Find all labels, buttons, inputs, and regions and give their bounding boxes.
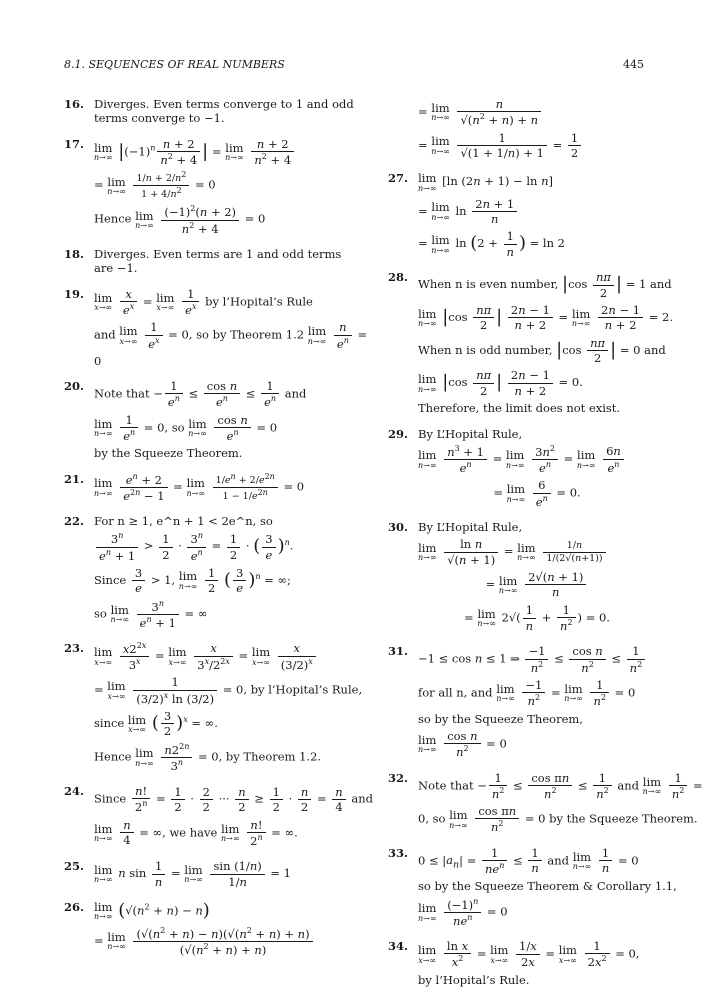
- math-line: so lim n→∞ $\frac{3^n}{e^n + 1}$ = ∞: [94, 598, 208, 630]
- problem-21: [64, 472, 354, 503]
- math-line: Note that − $\frac{1}{n^2}$ ≤ $\frac{\text{cos πn}}{n^2}$ ≤ $\frac{1}{n^2}$ and lim n→∞ $\frac{1}{n^2}$ =: [418, 770, 703, 801]
- problem-number: 25.: [64, 859, 85, 874]
- math-line: $\frac{3^n}{e^n + 1}$ > $\frac{1}{2}$ · $\frac{3^n}{e^n}$ = $\frac{1}{2}$ · ( $\frac{3}{e}$ )$^n$.: [94, 531, 354, 562]
- problem-number: 29.: [388, 426, 409, 441]
- problem-25: [64, 859, 354, 889]
- math-line: lim n→∞ [ln (2n + 1) − ln n]: [418, 171, 553, 193]
- math-line: lim n→∞ $|(-1)^n$ $\frac{n + 2}{n^2 + 4}$ | = lim n→∞ $\frac{n + 2}{n^2 + 4}$: [94, 137, 354, 168]
- problem-33: [388, 845, 677, 928]
- math-line: = lim n→∞ $\frac{(√(n^2 + n) - n)(√(n^2 + n) + n)}{(√(n^2 + n) + n)}$: [94, 926, 354, 957]
- problem-26: [64, 900, 354, 957]
- math-line: lim x→∞ $\frac{x}{e^x}$ = lim x→∞ $\frac{1}{e^x}$ by l’Hopital’s Rule: [94, 286, 313, 317]
- math-line: = lim n→∞ $\frac{1}{√(1 + 1/n) + 1}$ = $\frac{1}{2}$: [418, 131, 656, 161]
- math-line: and lim x→∞ $\frac{1}{e^x}$ = 0, so by Theorem 1.2 lim n→∞ $\frac{n}{e^n}$ =: [94, 320, 368, 351]
- problem-number: 34.: [388, 939, 409, 954]
- problem-19: [64, 286, 368, 369]
- problem-number: 30.: [388, 519, 409, 534]
- math-line: When n is even number, |cos $\frac{n\pi}{2}$ | = 1 and: [418, 270, 672, 300]
- problem-number: 22.: [64, 514, 85, 529]
- math-line: = lim n→∞ ln (2 + $\frac{1}{n}$ ) = ln 2: [418, 229, 565, 259]
- math-line: 0: [94, 353, 102, 368]
- problem-number: 20.: [64, 379, 85, 394]
- problem-29: [388, 427, 656, 509]
- math-line: lim n→∞ |cos $\frac{n\pi}{2}$ | $\frac{2n - 1}{n + 2}$ = 0.: [418, 368, 583, 398]
- math-line: lim n→∞ $\frac{e^n + 2}{e^{2n} - 1}$ = lim n→∞ $\frac{1/e^n + 2/e^{2n}}{1 - 1/e^{2n}}$ = 0: [94, 471, 305, 503]
- problem-number: 28.: [388, 270, 409, 285]
- math-line: by the Squeeze Theorem.: [94, 446, 243, 461]
- problem-number: 31.: [388, 644, 409, 659]
- math-line: When n is odd number, |cos $\frac{n\pi}{2}$ | = 0 and: [418, 335, 666, 366]
- problem-number: 21.: [64, 471, 85, 486]
- math-line: 0, so lim n→∞ $\frac{\text{cos πn}}{n^2}$ = 0 by the Squeeze Theorem.: [418, 804, 698, 835]
- problem-text: so by the Squeeze Theorem,: [418, 711, 583, 726]
- problem-number: 26.: [64, 900, 85, 914]
- problem-17: [64, 137, 354, 236]
- math-line: lim n→∞ $\frac{\text{ln n}}{√(n + 1)}$ = lim n→∞ $\frac{1/n}{1/(2√(n+1))}$: [418, 537, 656, 567]
- problem-22: [64, 514, 354, 630]
- problem-text: By L’Hopital Rule,: [418, 519, 523, 534]
- page-number: 445: [623, 58, 644, 71]
- section-title: 8.1. SEQUENCES OF REAL NUMBERS: [64, 58, 285, 71]
- problem-number: 19.: [64, 286, 85, 301]
- problem-16: [64, 97, 354, 126]
- problem-text: Therefore, the limit does not exist.: [418, 401, 621, 416]
- right-column: [388, 94, 703, 998]
- problem-number: 18.: [64, 246, 85, 261]
- page-header: [64, 58, 644, 72]
- problem-23: [64, 640, 363, 773]
- problem-number: 27.: [388, 171, 409, 186]
- math-line: = lim n→∞ $\frac{6}{e^n}$ = 0.: [493, 478, 581, 509]
- left-column: [64, 94, 373, 968]
- problem-text: For n ≥ 1, e^n + 1 < 2e^n, so: [94, 514, 273, 529]
- math-line: Since $\frac{n!}{2^n}$ = $\frac{1}{2}$ · $\frac{2}{2}$ ··· $\frac{n}{2}$ ≥ $\frac{1}{2}$ · $\frac{n}{2}$ = $\frac{n}{4}$ and: [94, 784, 373, 815]
- math-line: Hence lim n→∞ $\frac{(-1)^2(n + 2)}{n^2 + 4}$ = 0: [94, 204, 266, 236]
- math-line: lim n→∞ n sin $\frac{1}{n}$ = lim n→∞ $\frac{\sin (1/n)}{1/n}$ = 1: [94, 859, 291, 889]
- problem-30: [388, 520, 656, 633]
- problem-26-continued: [388, 97, 656, 160]
- problem-text: Diverges. Even terms converge to 1 and odd terms converge to −1.: [94, 97, 354, 126]
- problem-32: [388, 770, 703, 835]
- math-line: for all n, and lim n→∞ $\frac{-1}{n^2}$ = lim n→∞ $\frac{1}{n^2}$ = 0: [418, 677, 636, 709]
- math-line: lim n→∞ $\frac{n^3 + 1}{e^n}$ = lim n→∞ $\frac{3n^2}{e^n}$ = lim n→∞ $\frac{6n}{e^n}$: [418, 444, 656, 475]
- problem-text: so by the Squeeze Theorem & Corollary 1.1,: [418, 879, 677, 894]
- math-line: = lim n→∞ 2√( $\frac{1}{n}$ + $\frac{1}{n^2}$ ) = 0.: [464, 602, 610, 634]
- math-line: lim n→∞ $\frac{n}{4}$ = ∞, we have lim n→∞ $\frac{n!}{2^n}$ = ∞.: [94, 817, 298, 848]
- math-line: lim n→∞ $\frac{\text{cos n}}{n^2}$ = 0: [418, 728, 507, 760]
- problem-18: [64, 247, 354, 276]
- math-line: lim n→∞ $\frac{1}{e^n}$ = 0, so lim n→∞ $\frac{\text{cos n}}{e^n}$ = 0: [94, 412, 278, 443]
- problem-number: 23.: [64, 640, 85, 655]
- problem-text: By L’Hopital Rule,: [418, 426, 523, 441]
- math-line: = lim n→∞ $\frac{1/n + 2/n^2}{1 + 4/n^2}$ = 0: [94, 170, 216, 201]
- math-line: Since $\frac{3}{e}$ > 1, lim n→∞ $\frac{1}{2}$ ( $\frac{3}{e}$ )$^n$ = ∞;: [94, 565, 291, 596]
- math-line: = lim n→∞ $\frac{2√(n + 1)}{n}$: [418, 570, 656, 600]
- math-line: = lim n→∞ ln $\frac{2n + 1}{n}$: [418, 197, 656, 227]
- problem-34: [388, 939, 656, 987]
- math-line: Note that − $\frac{1}{e^n}$ ≤ $\frac{\text{cos n}}{e^n}$ ≤ $\frac{1}{e^n}$ and: [94, 379, 307, 410]
- math-line: lim n→∞ $\frac{(-1)^n}{ne^n}$ = 0: [418, 896, 508, 928]
- math-line: lim n→∞ |cos $\frac{n\pi}{2}$ | $\frac{2n - 1}{n + 2}$ = lim n→∞ $\frac{2n - 1}{n + 2}$ = 2.: [418, 302, 673, 333]
- math-line: lim n→∞ $(√(n^2 + n) - n)$: [94, 900, 210, 922]
- problem-number: 16.: [64, 97, 85, 111]
- problem-number: 24.: [64, 784, 85, 799]
- math-line: since lim x→∞ ( $\frac{3}{2}$ )$^x$ = ∞.: [94, 708, 218, 739]
- problem-24: [64, 784, 373, 848]
- math-line: −1 ≤ cos n ≤ 1 ⇒ $\frac{-1}{n^2}$ ≤ $\frac{\text{cos n}}{n^2}$ ≤ $\frac{1}{n^2}$: [418, 644, 656, 675]
- math-line: $0 \le |a_n|$ = $\frac{1}{ne^n}$ ≤ $\frac{1}{n}$ and lim n→∞ $\frac{1}{n}$ = 0: [418, 845, 639, 876]
- problem-28: [388, 270, 673, 416]
- problem-20: [64, 379, 354, 461]
- problem-27: [388, 171, 656, 259]
- problem-number: 32.: [388, 770, 409, 785]
- math-line: = lim n→∞ $\frac{n}{√(n^2 + n) + n}$: [418, 97, 656, 128]
- math-line: lim x→∞ $\frac{x2^{2x}}{3^x}$ = lim x→∞ $\frac{x}{3^x/2^{2x}}$ = lim x→∞ $\frac{x}{(3/2)^x}$: [94, 641, 354, 672]
- problem-text: by l’Hopital’s Rule.: [418, 972, 530, 987]
- problem-number: 17.: [64, 136, 85, 151]
- math-line: lim x→∞ $\frac{\text{ln x}}{x^2}$ = lim x→∞ $\frac{1/x}{2x}$ = lim x→∞ $\frac{1}{2x^2}$ = 0,: [418, 939, 640, 970]
- math-line: = lim x→∞ $\frac{1}{(3/2)^x \ln (3/2)}$ = 0, by l’Hopital’s Rule,: [94, 675, 363, 706]
- math-line: Hence lim n→∞ $\frac{n2^{2n}}{3^n}$ = 0, by Theorem 1.2.: [94, 741, 322, 773]
- problem-31: [388, 644, 656, 759]
- problem-number: 33.: [388, 845, 409, 860]
- problem-text: Diverges. Even terms are 1 and odd terms are −1.: [94, 246, 342, 276]
